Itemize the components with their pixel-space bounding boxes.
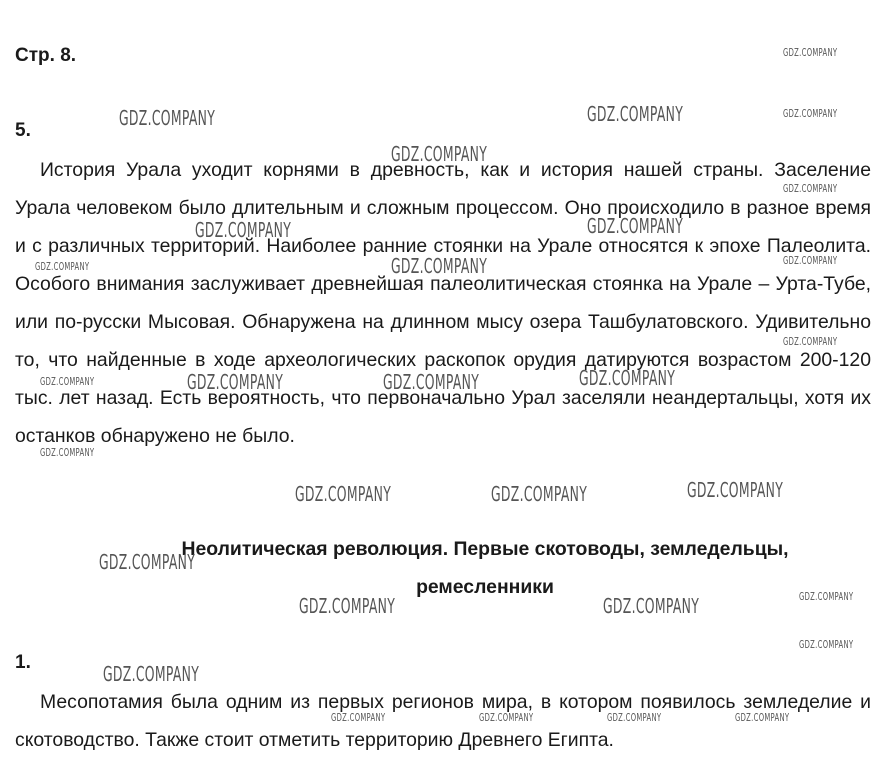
watermark: GDZ.COMPANY: [299, 594, 396, 618]
watermark: GDZ.COMPANY: [783, 182, 838, 195]
answer-paragraph-5: История Урала уходит корнями в древность, как и история нашей страны. Заселение Урала человеком было длительным и сложным процессом. Оно происходило в разное время и с различных территорий. Наиболее ранние стоянки на Урале относятся к эпохе Палеолита. Особого внимания заслуживает древнейшая палеолитическая стоянка на Урале – Урта-Тубе, или по-русски Мысовая. Обнаружена на длинном мысу озера Ташбулатовского. Удивительно то, что найденные в ходе археологических раскопок орудия датируются возрастом 200-120 тыс. лет назад. Есть вероятность, что первоначально Урал заселяли неандертальцы, хотя их останков обнаружено не было.: [15, 159, 871, 447]
task-number-1: 1.: [15, 652, 31, 673]
task-number-5: 5.: [15, 120, 31, 141]
watermark: GDZ.COMPANY: [491, 482, 588, 506]
watermark: GDZ.COMPANY: [391, 142, 488, 166]
watermark: GDZ.COMPANY: [391, 254, 488, 278]
answer-paragraph-1: Месопотамия была одним из первых регионов мира, в котором появилось земледелие и скотоводство. Также стоит отметить территорию Древнего Египта.: [15, 691, 871, 751]
watermark: GDZ.COMPANY: [35, 260, 90, 273]
watermark: GDZ.COMPANY: [40, 375, 95, 388]
watermark: GDZ.COMPANY: [187, 370, 284, 394]
watermark: GDZ.COMPANY: [579, 366, 676, 390]
watermark: GDZ.COMPANY: [607, 711, 662, 724]
watermark: GDZ.COMPANY: [783, 107, 838, 120]
watermark: GDZ.COMPANY: [119, 106, 216, 130]
watermark: GDZ.COMPANY: [331, 711, 386, 724]
watermark: GDZ.COMPANY: [587, 102, 684, 126]
page-label: Стр. 8.: [15, 45, 77, 66]
watermark: GDZ.COMPANY: [603, 594, 700, 618]
watermark: GDZ.COMPANY: [783, 46, 838, 59]
watermark: GDZ.COMPANY: [735, 711, 790, 724]
watermark: GDZ.COMPANY: [383, 370, 480, 394]
watermark: GDZ.COMPANY: [295, 482, 392, 506]
watermark: GDZ.COMPANY: [103, 662, 200, 686]
watermark: GDZ.COMPANY: [783, 335, 838, 348]
watermark: GDZ.COMPANY: [99, 550, 196, 574]
watermark: GDZ.COMPANY: [195, 218, 292, 242]
watermark: GDZ.COMPANY: [587, 214, 684, 238]
section-heading: Неолитическая революция. Первые скотоводы, земледельцы, ремесленники: [181, 538, 789, 598]
watermark: GDZ.COMPANY: [687, 478, 784, 502]
watermark: GDZ.COMPANY: [40, 446, 95, 459]
watermark: GDZ.COMPANY: [783, 254, 838, 267]
watermark: GDZ.COMPANY: [479, 711, 534, 724]
watermark: GDZ.COMPANY: [799, 590, 854, 603]
watermark: GDZ.COMPANY: [799, 638, 854, 651]
